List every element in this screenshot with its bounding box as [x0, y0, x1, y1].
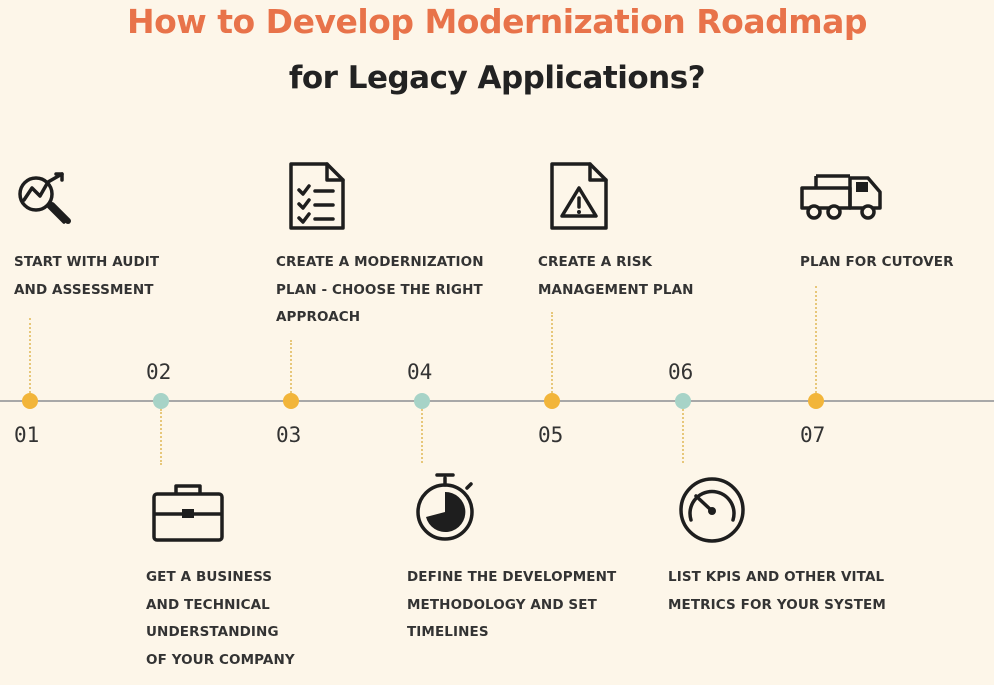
warning-document-icon [548, 160, 610, 232]
step-number-03: 03 [276, 423, 302, 447]
connector-05 [551, 312, 553, 393]
step-label-02: GET A BUSINESS AND TECHNICAL UNDERSTANDING OF YOUR COMPANY [146, 569, 295, 668]
briefcase-icon [150, 480, 226, 544]
gauge-icon [674, 474, 750, 544]
step-label-05: CREATE A RISK MANAGEMENT PLAN [538, 254, 694, 298]
connector-01 [29, 318, 31, 393]
truck-icon [798, 168, 888, 222]
timeline-dot-07 [808, 393, 824, 409]
step-number-06: 06 [668, 360, 694, 384]
connector-02 [160, 409, 162, 465]
page-subtitle: for Legacy Applications? [288, 60, 706, 96]
step-number-01: 01 [14, 423, 40, 447]
timeline-dot-02 [153, 393, 169, 409]
timeline-dot-01 [22, 393, 38, 409]
connector-04 [421, 409, 423, 463]
step-number-05: 05 [538, 423, 564, 447]
connector-03 [290, 340, 292, 393]
stopwatch-icon [412, 470, 478, 544]
timeline-dot-06 [675, 393, 691, 409]
step-number-02: 02 [146, 360, 172, 384]
timeline-dot-03 [283, 393, 299, 409]
step-label-07: PLAN FOR CUTOVER [800, 254, 954, 270]
step-label-03: CREATE A MODERNIZATION PLAN - CHOOSE THE RIGHT APPROACH [276, 254, 484, 325]
timeline-dot-04 [414, 393, 430, 409]
checklist-document-icon [287, 160, 347, 232]
connector-07 [815, 286, 817, 393]
connector-06 [682, 409, 684, 463]
step-label-01: START WITH AUDIT AND ASSESSMENT [14, 254, 160, 298]
magnifier-chart-icon [12, 168, 82, 230]
timeline-line [0, 400, 994, 402]
page-title: How to Develop Modernization Roadmap [126, 2, 868, 41]
step-number-07: 07 [800, 423, 826, 447]
step-label-06: LIST KPIS AND OTHER VITAL METRICS FOR YOUR SYSTEM [668, 569, 886, 613]
timeline-dot-05 [544, 393, 560, 409]
step-number-04: 04 [407, 360, 433, 384]
step-label-04: DEFINE THE DEVELOPMENT METHODOLOGY AND SET TIMELINES [407, 569, 617, 640]
